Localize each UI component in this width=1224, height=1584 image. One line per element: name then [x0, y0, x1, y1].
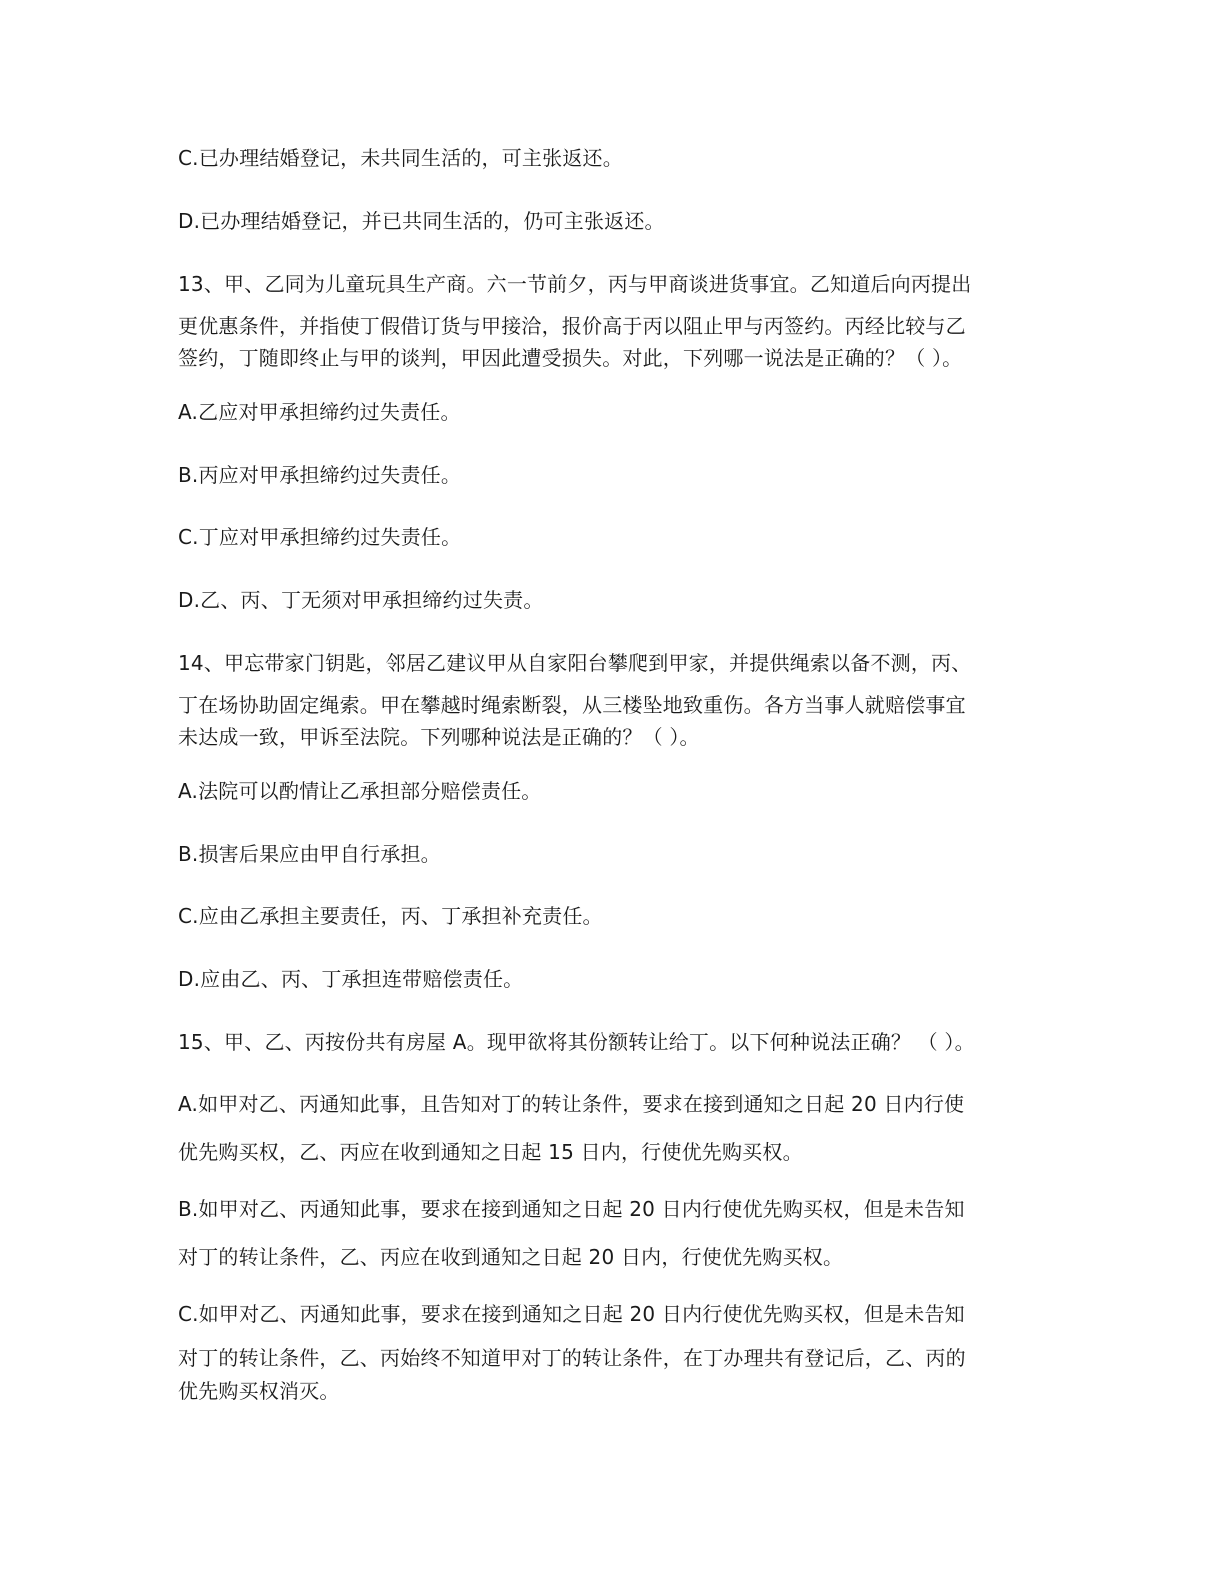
question-text: 15、甲、乙、丙按份共有房屋 A。现甲欲将其份额转让给丁。以下何种说法正确？ （ ）。 — [178, 1030, 975, 1054]
option-text: C.应由乙承担主要责任，丙、丁承担补充责任。 — [178, 904, 603, 928]
option-text: D.乙、丙、丁无须对甲承担缔约过失责。 — [178, 588, 544, 612]
option-text: D.已办理结婚登记，并已共同生活的，仍可主张返还。 — [178, 209, 665, 233]
option-text: A.法院可以酌情让乙承担部分赔偿责任。 — [178, 779, 542, 803]
option-text: 对丁的转让条件，乙、丙应在收到通知之日起 20 日内，行使优先购买权。 — [178, 1245, 844, 1269]
option-text: B.如甲对乙、丙通知此事，要求在接到通知之日起 20 日内行使优先购买权，但是未告知 — [178, 1197, 965, 1221]
option-text: 对丁的转让条件，乙、丙始终不知道甲对丁的转让条件，在丁办理共有登记后，乙、丙的 — [178, 1346, 966, 1370]
question-text: 丁在场协助固定绳索。甲在攀越时绳索断裂，从三楼坠地致重伤。各方当事人就赔偿事宜 — [178, 693, 966, 717]
option-text: A.如甲对乙、丙通知此事，且告知对丁的转让条件，要求在接到通知之日起 20 日内行使 — [178, 1092, 965, 1116]
option-text: D.应由乙、丙、丁承担连带赔偿责任。 — [178, 967, 524, 991]
option-text: B.丙应对甲承担缔约过失责任。 — [178, 463, 462, 487]
option-text: C.已办理结婚登记，未共同生活的，可主张返还。 — [178, 146, 623, 170]
question-text: 签约，丁随即终止与甲的谈判，甲因此遭受损失。对此，下列哪一说法是正确的？（ ）。 — [178, 346, 963, 370]
option-text: C.如甲对乙、丙通知此事，要求在接到通知之日起 20 日内行使优先购买权，但是未告知 — [178, 1302, 965, 1326]
question-text: 未达成一致，甲诉至法院。下列哪种说法是正确的？（ ）。 — [178, 725, 700, 749]
option-text: C.丁应对甲承担缔约过失责任。 — [178, 525, 462, 549]
question-text: 更优惠条件，并指使丁假借订货与甲接洽，报价高于丙以阻止甲与丙签约。丙经比较与乙 — [178, 314, 966, 338]
option-text: B.损害后果应由甲自行承担。 — [178, 842, 441, 866]
option-text: 优先购买权，乙、丙应在收到通知之日起 15 日内，行使优先购买权。 — [178, 1140, 803, 1164]
option-text: A.乙应对甲承担缔约过失责任。 — [178, 400, 461, 424]
question-text: 13、甲、乙同为儿童玩具生产商。六一节前夕，丙与甲商谈进货事宜。乙知道后向丙提出 — [178, 272, 972, 296]
question-text: 14、甲忘带家门钥匙，邻居乙建议甲从自家阳台攀爬到甲家，并提供绳索以备不测，丙、 — [178, 651, 972, 675]
option-text: 优先购买权消灭。 — [178, 1379, 340, 1403]
